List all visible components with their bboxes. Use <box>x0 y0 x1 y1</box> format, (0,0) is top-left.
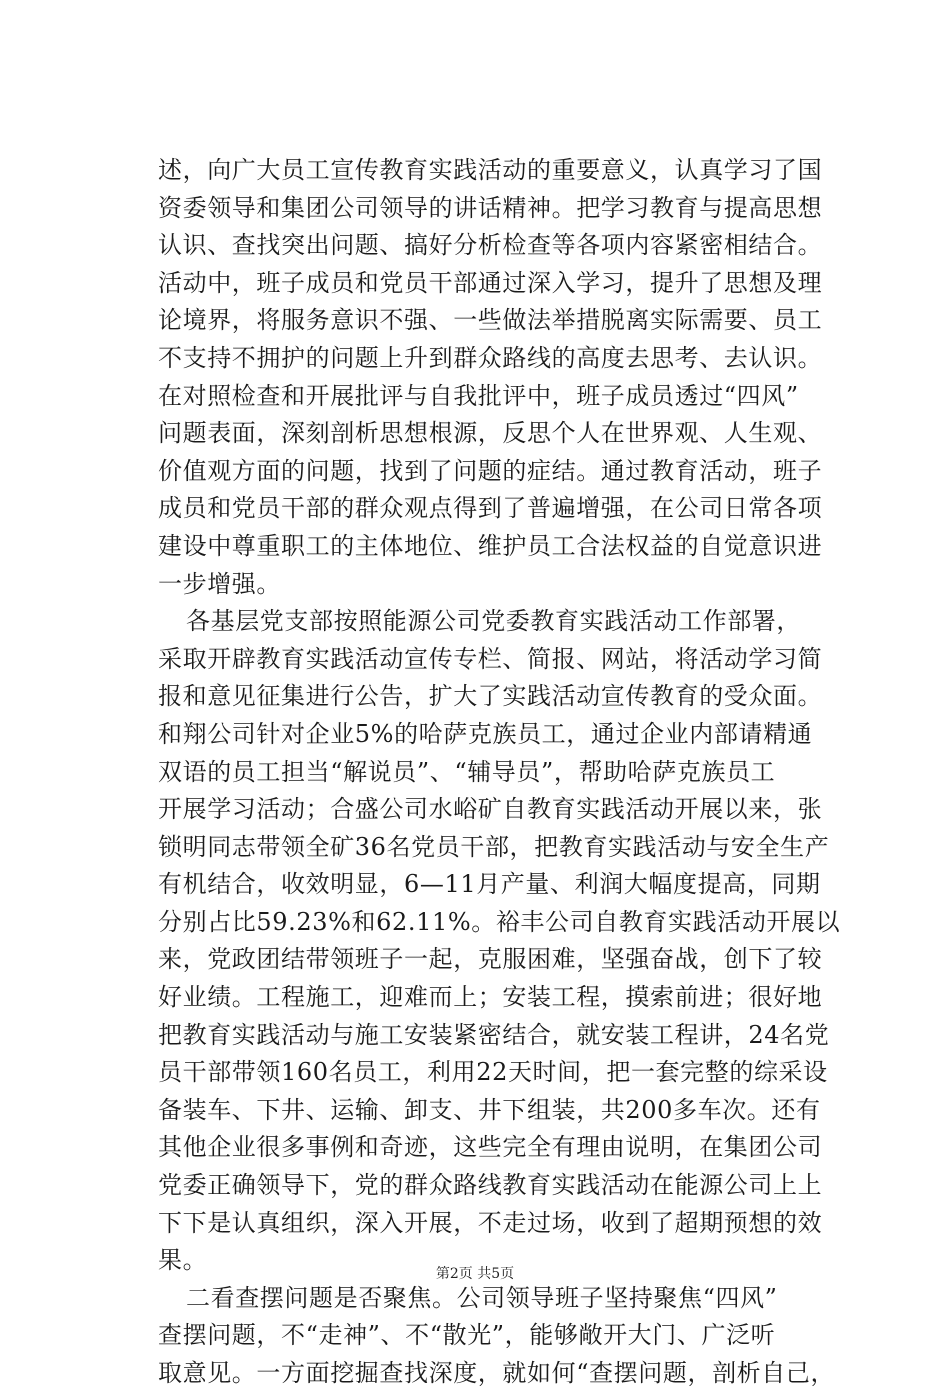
text-line: 好业绩。工程施工，迎难而上；安装工程，摸索前进；很好地 <box>158 983 823 1012</box>
text-line: 活动中，班子成员和党员干部通过深入学习，提升了思想及理 <box>158 268 823 297</box>
text-line: 果。 <box>158 1246 208 1275</box>
text-line: 来，党政团结带领班子一起，克服困难，坚强奋战，创下了较 <box>158 945 823 974</box>
text-line: 分别占比59.23%和62.11%。裕丰公司自教育实践活动开展以 <box>158 907 841 936</box>
text-line: 查摆问题，不“走神”、不“散光”，能够敞开大门、广泛听 <box>158 1321 776 1350</box>
text-line: 在对照检查和开展批评与自我批评中，班子成员透过“四风” <box>158 381 799 410</box>
text-line: 党委正确领导下，党的群众路线教育实践活动在能源公司上上 <box>158 1171 823 1200</box>
text-line: 成员和党员干部的群众观点得到了普遍增强，在公司日常各项 <box>158 494 823 523</box>
page-number-footer: 第2页 共5页 <box>435 1266 515 1282</box>
text-line: 开展学习活动；合盛公司水峪矿自教育实践活动开展以来，张 <box>158 795 823 824</box>
text-line: 资委领导和集团公司领导的讲话精神。把学习教育与提高思想 <box>158 193 823 222</box>
text-line: 报和意见征集进行公告，扩大了实践活动宣传教育的受众面。 <box>158 682 823 711</box>
text-line: 采取开辟教育实践活动宣传专栏、简报、网站，将活动学习简 <box>158 644 823 673</box>
text-line: 认识、查找突出问题、搞好分析检查等各项内容紧密相结合。 <box>158 231 823 260</box>
text-line: 述，向广大员工宣传教育实践活动的重要意义，认真学习了国 <box>158 156 823 184</box>
paragraph-start-line: 各基层党支部按照能源公司党委教育实践活动工作部署， <box>186 607 801 636</box>
text-line: 锁明同志带领全矿36名党员干部，把教育实践活动与安全生产 <box>158 832 830 861</box>
text-line: 员干部带领160名员工，利用22天时间，把一套完整的综采设 <box>158 1058 828 1087</box>
text-line: 价值观方面的问题，找到了问题的症结。通过教育活动，班子 <box>158 456 823 485</box>
text-line: 下下是认真组织，深入开展，不走过场，收到了超期预想的效 <box>158 1208 823 1237</box>
text-line: 问题表面，深刻剖析思想根源，反思个人在世界观、人生观、 <box>158 419 823 448</box>
text-line: 有机结合，收效明显，6—11月产量、利润大幅度提高，同期 <box>158 870 821 899</box>
text-line: 建设中尊重职工的主体地位、维护员工合法权益的自觉意识进 <box>158 531 823 560</box>
text-line: 双语的员工担当“解说员”、“辅导员”，帮助哈萨克族员工 <box>158 757 776 786</box>
text-line: 一步增强。 <box>158 569 281 598</box>
paragraph-start-line: 二看查摆问题是否聚焦。公司领导班子坚持聚焦“四风” <box>186 1283 778 1312</box>
text-line: 不支持不拥护的问题上升到群众路线的高度去思考、去认识。 <box>158 343 823 372</box>
text-line: 备装车、下井、运输、卸支、井下组装，共200多车次。还有 <box>158 1095 821 1124</box>
document-body <box>158 152 841 1393</box>
text-line: 取意见。一方面挖掘查找深度，就如何“查摆问题，剖析自己， <box>158 1359 836 1387</box>
text-line: 把教育实践活动与施工安装紧密结合，就安装工程讲，24名党 <box>158 1020 830 1049</box>
text-line: 论境界，将服务意识不强、一些做法举措脱离实际需要、员工 <box>158 306 823 335</box>
text-line: 和翔公司针对企业5%的哈萨克族员工，通过企业内部请精通 <box>158 719 813 748</box>
text-line: 其他企业很多事例和奇迹，这些完全有理由说明，在集团公司 <box>158 1133 823 1162</box>
